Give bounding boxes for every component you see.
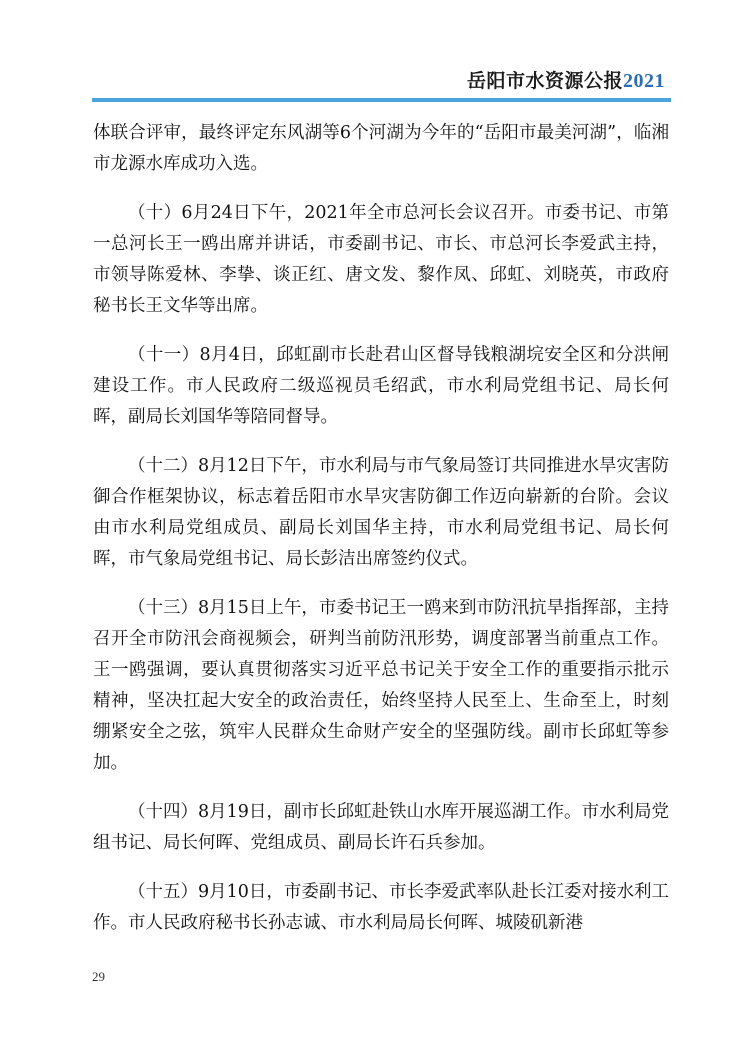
body-text [93,118,669,957]
paragraph-12: （十二）8月12日下午，市水利局与市气象局签订共同推进水旱灾害防御合作框架协议，标志着岳阳市水旱灾害防御工作迈向崭新的台阶。会议由市水利局党组成员、副局长刘国华主持，市水利局党组书记、局长何晖，市气象局党组书记、局长彭洁出席签约仪式。 [93,456,669,569]
paragraph-14: （十四）8月19日，副市长邱虹赴铁山水库开展巡湖工作。市水利局党组书记、局长何晖、党组成员、副局长许石兵参加。 [93,802,669,853]
paragraph-continued: 体联合评审，最终评定东风湖等6个河湖为今年的“岳阳市最美河湖”，临湘市龙源水库成功入选。 [93,123,669,174]
header-title: 岳阳市水资源公报 [466,70,623,92]
paragraph-10: （十）6月24日下午，2021年全市总河长会议召开。市委书记、市第一总河长王一鸥出席并讲话，市委副书记、市长、市总河长李爱武主持，市领导陈爱林、李挚、谈正红、唐文发、黎作凤、邱虹、刘晓英，市政府秘书长王文华等出席。 [93,203,669,316]
page-number: 29 [92,969,105,984]
paragraph-11: （十一）8月4日，邱虹副市长赴君山区督导钱粮湖垸安全区和分洪闸建设工作。市人民政府二级巡视员毛绍武，市水利局党组书记、局长何晖，副局长刘国华等陪同督导。 [93,345,669,427]
header-year: 2021 [623,70,665,92]
header-rule [92,98,671,102]
paragraph-15: （十五）9月10日，市委副书记、市长李爱武率队赴长江委对接水利工作。市人民政府秘书长孙志诚、市水利局局长何晖、城陵矶新港 [93,882,669,933]
paragraph-13: （十三）8月15日上午，市委书记王一鸥来到市防汛抗旱指挥部，主持召开全市防汛会商视频会，研判当前防汛形势，调度部署当前重点工作。王一鸥强调，要认真贯彻落实习近平总书记关于安全工作的重要指示批示精神，坚决扛起大安全的政治责任，始终坚持人民至上、生命至上，时刻绷紧安全之弦，筑牢人民群众生命财产安全的坚强防线。副市长邱虹等参加。 [93,598,669,773]
page-header [92,66,665,96]
